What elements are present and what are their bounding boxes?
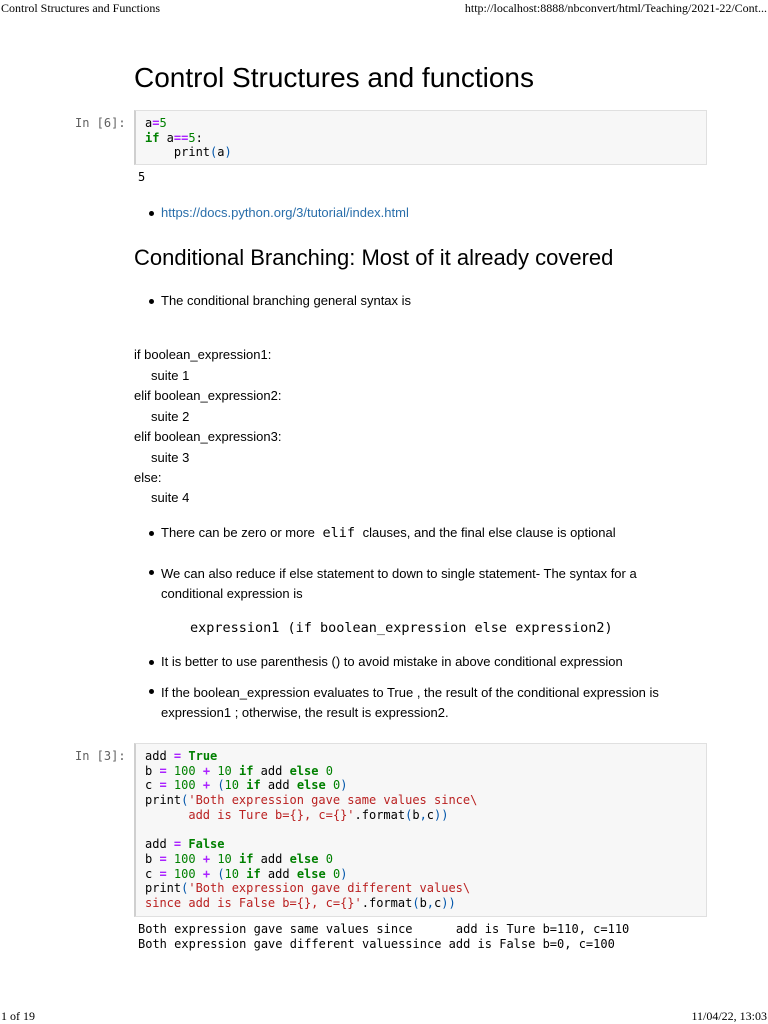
- docs-link[interactable]: https://docs.python.org/3/tutorial/index.html: [161, 205, 409, 220]
- bullet-text: clauses, and the final else clause is optional: [362, 525, 616, 540]
- print-header-url: http://localhost:8888/nbconvert/html/Teaching/2021-22/Cont...: [464, 1, 767, 15]
- output-line: Both expression gave different valuessince add is False b=0, c=100: [138, 936, 615, 951]
- print-header-title: Control Structures and Functions: [1, 1, 160, 15]
- syntax-line: elif boolean_expression3:: [134, 429, 282, 444]
- page-number: 1 of 19: [1, 1009, 35, 1023]
- bullet-text: conditional expression is: [161, 586, 303, 601]
- cell-output: [138, 922, 629, 951]
- code-cell-input[interactable]: [134, 743, 707, 917]
- code-content: add = True b = 100 + 10 if add else 0 c = 100 + (10 if add else 0) print('Both expression gave same values since\ add is Ture b={}, c={}'.format(b,c)) add = False b = 100 + 10 if add else 0 c = 100 + (10 if add else 0) print('Both expression gave different values\ since add is False b={}, c={}'.format(b,c)): [145, 749, 478, 911]
- bullet-text: We can also reduce if else statement to down to single statement- The syntax for a: [161, 566, 637, 581]
- code-cell-input[interactable]: [134, 110, 707, 165]
- print-datetime: 11/04/22, 13:03: [691, 1009, 767, 1023]
- cell-prompt: In [3]:: [75, 749, 126, 763]
- syntax-line: elif boolean_expression2:: [134, 388, 282, 403]
- list-item: [161, 683, 659, 723]
- inline-code: elif: [322, 525, 356, 541]
- syntax-line: if boolean_expression1:: [134, 347, 272, 362]
- conditional-expression-code: expression1 (if boolean_expression else expression2): [190, 620, 613, 636]
- syntax-line: suite 3: [151, 450, 190, 465]
- bullet-text: expression1 ; otherwise, the result is expression2.: [161, 705, 449, 720]
- syntax-line: suite 1: [151, 368, 190, 383]
- print-header: [0, 1, 768, 15]
- syntax-line: suite 2: [151, 409, 190, 424]
- print-footer: [0, 1009, 768, 1023]
- section-heading: Conditional Branching: Most of it already covered: [134, 245, 614, 270]
- bullet-text: If the boolean_expression evaluates to True , the result of the conditional expression is: [161, 685, 659, 700]
- bullet-text: There can be zero or more: [161, 525, 315, 540]
- code-content: a=5 if a==5: print(a): [145, 116, 232, 160]
- cell-prompt: In [6]:: [75, 116, 126, 130]
- syntax-line: else:: [134, 470, 162, 485]
- list-item: The conditional branching general syntax is: [161, 293, 412, 308]
- syntax-line: suite 4: [151, 490, 190, 505]
- list-item: [161, 525, 616, 541]
- output-line: Both expression gave same values since add is Ture b=110, c=110: [138, 922, 630, 936]
- list-item: [161, 205, 409, 220]
- list-item: It is better to use parenthesis () to avoid mistake in above conditional expression: [161, 654, 623, 669]
- list-item: [161, 564, 637, 604]
- page-title: Control Structures and functions: [134, 62, 534, 93]
- cell-output: 5: [138, 170, 146, 184]
